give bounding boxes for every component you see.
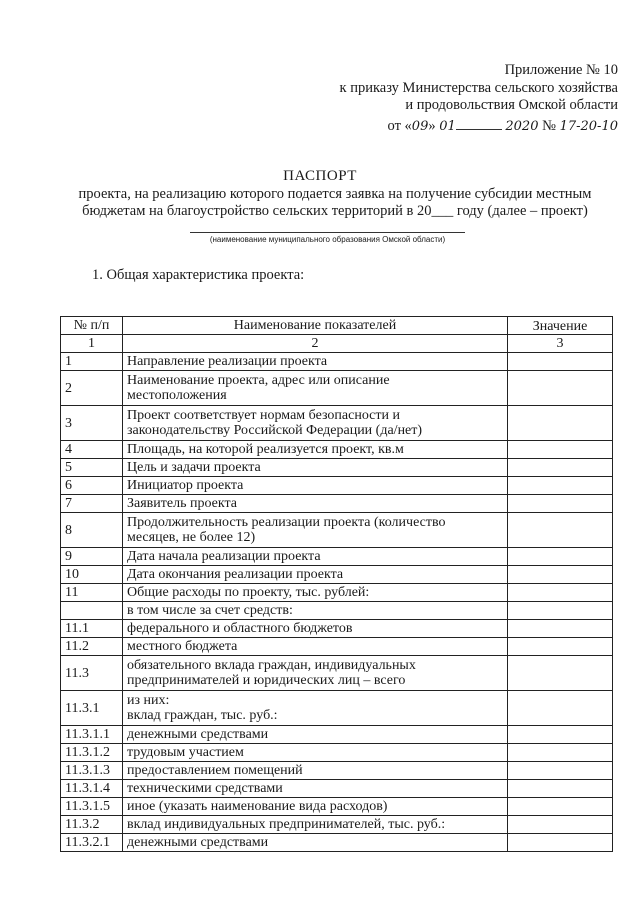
section-title: 1. Общая характеристика проекта: <box>92 267 305 283</box>
table-index-row <box>61 335 613 353</box>
indicator-name-line: Дата начала реализации проекта <box>127 549 321 564</box>
indicator-name-line: обязательного вклада граждан, индивидуальных <box>127 658 416 673</box>
table-row <box>61 816 613 834</box>
row-value-cell[interactable] <box>508 353 613 371</box>
indicator-name-line: предпринимателей и юридических лиц – всего <box>127 673 406 688</box>
row-indicator-name <box>123 762 508 780</box>
indicator-name-line: Площадь, на которой реализуется проект, кв.м <box>127 442 404 457</box>
indicator-name-line: местоположения <box>127 388 227 403</box>
row-number: 11.3.1.4 <box>61 780 123 798</box>
row-number: 7 <box>61 495 123 513</box>
subtitle-line-1: проекта, на реализацию которого подается заявка на получение субсидии местным <box>78 186 592 202</box>
indicator-name-line: Наименование проекта, адрес или описание <box>127 373 390 388</box>
row-number: 6 <box>61 477 123 495</box>
table-row <box>61 548 613 566</box>
ministry-line: и продовольствия Омской области <box>405 97 618 113</box>
date-year: 2020 <box>505 118 539 134</box>
row-indicator-name <box>123 744 508 762</box>
row-value-cell[interactable] <box>508 726 613 744</box>
row-number: 11.1 <box>61 620 123 638</box>
indicator-name-line: Продолжительность реализации проекта (количество <box>127 515 446 530</box>
row-number: 8 <box>61 513 123 548</box>
row-value-cell[interactable] <box>508 371 613 406</box>
row-value-cell[interactable] <box>508 513 613 548</box>
row-number: 11.3.1.3 <box>61 762 123 780</box>
appendix-number: Приложение № 10 <box>504 62 618 78</box>
row-value-cell[interactable] <box>508 441 613 459</box>
index-1: 1 <box>61 335 123 353</box>
row-value-cell[interactable] <box>508 620 613 638</box>
row-value-cell[interactable] <box>508 548 613 566</box>
table-row <box>61 459 613 477</box>
header-name: Наименование показателей <box>123 317 508 335</box>
row-number: 11.3.1.5 <box>61 798 123 816</box>
table-row <box>61 726 613 744</box>
header-num: № п/п <box>61 317 123 335</box>
indicator-name-line: трудовым участием <box>127 745 244 760</box>
table-row <box>61 762 613 780</box>
row-indicator-name <box>123 780 508 798</box>
row-number <box>61 602 123 620</box>
date-blank <box>456 115 502 130</box>
table-row <box>61 495 613 513</box>
row-indicator-name <box>123 656 508 691</box>
row-number: 11.3.1 <box>61 691 123 726</box>
order-ref-line: к приказу Министерства сельского хозяйства <box>339 79 618 96</box>
table-row <box>61 602 613 620</box>
order-number: 17-20-10 <box>559 118 618 134</box>
table-row <box>61 691 613 726</box>
indicator-name-line: законодательству Российской Федерации (да/нет) <box>127 423 423 438</box>
indicator-name-line: Дата окончания реализации проекта <box>127 567 344 582</box>
date-day: 09 <box>411 118 429 134</box>
table-row <box>61 477 613 495</box>
header-block <box>340 62 618 135</box>
table-row <box>61 744 613 762</box>
row-indicator-name <box>123 602 508 620</box>
document-title: ПАСПОРТ <box>283 168 357 184</box>
table-row <box>61 656 613 691</box>
row-number: 11.3.1.1 <box>61 726 123 744</box>
row-number: 11.3.2 <box>61 816 123 834</box>
subtitle-line-2: бюджетам на благоустройство сельских территорий в 20___ году (далее – проект) <box>82 203 588 219</box>
table-row <box>61 780 613 798</box>
table-row <box>61 620 613 638</box>
row-number: 5 <box>61 459 123 477</box>
row-number: 4 <box>61 441 123 459</box>
row-value-cell[interactable] <box>508 584 613 602</box>
row-indicator-name <box>123 371 508 406</box>
indicator-name-line: денежными средствами <box>127 727 269 742</box>
indicator-name-line: Цель и задачи проекта <box>127 460 261 475</box>
row-number: 9 <box>61 548 123 566</box>
indicator-name-line: Инициатор проекта <box>127 478 244 493</box>
indicator-name-line: в том числе за счет средств: <box>127 603 293 618</box>
header-value: Значение <box>508 317 613 335</box>
row-value-cell[interactable] <box>508 762 613 780</box>
row-number: 2 <box>61 371 123 406</box>
row-indicator-name <box>123 584 508 602</box>
row-number: 3 <box>61 406 123 441</box>
row-indicator-name <box>123 638 508 656</box>
row-indicator-name <box>123 441 508 459</box>
indicator-name-line: вклад индивидуальных предпринимателей, тыс. руб.: <box>127 817 446 832</box>
indicator-name-line: Общие расходы по проекту, тыс. рублей: <box>127 585 370 600</box>
row-value-cell[interactable] <box>508 691 613 726</box>
row-indicator-name <box>123 406 508 441</box>
row-indicator-name <box>123 798 508 816</box>
row-value-cell[interactable] <box>508 744 613 762</box>
indicator-name-line: иное (указать наименование вида расходов) <box>127 799 388 814</box>
table-row <box>61 406 613 441</box>
table-row <box>61 638 613 656</box>
row-indicator-name <box>123 353 508 371</box>
row-indicator-name <box>123 691 508 726</box>
table-row <box>61 353 613 371</box>
passport-table <box>60 316 613 852</box>
row-value-cell[interactable] <box>508 477 613 495</box>
row-indicator-name <box>123 620 508 638</box>
row-value-cell[interactable] <box>508 816 613 834</box>
row-value-cell[interactable] <box>508 780 613 798</box>
indicator-name-line: месяцев, не более 12) <box>127 530 256 545</box>
row-value-cell[interactable] <box>508 798 613 816</box>
indicator-name-line: Проект соответствует нормам безопасности и <box>127 408 400 423</box>
table-row <box>61 798 613 816</box>
indicator-name-line: Направление реализации проекта <box>127 354 328 369</box>
row-number: 1 <box>61 353 123 371</box>
row-indicator-name <box>123 816 508 834</box>
number-label: № <box>542 117 556 134</box>
row-indicator-name <box>123 548 508 566</box>
row-value-cell[interactable] <box>508 638 613 656</box>
table-row <box>61 441 613 459</box>
indicator-name-line: местного бюджета <box>127 639 238 654</box>
indicator-name-line: федерального и областного бюджетов <box>127 621 353 636</box>
table-header-row <box>61 317 613 335</box>
date-month: 01 <box>439 118 456 134</box>
row-value-cell[interactable] <box>508 406 613 441</box>
row-value-cell[interactable] <box>508 495 613 513</box>
order-date-line <box>340 115 618 136</box>
date-prefix: от « <box>387 117 412 134</box>
document-subtitle <box>60 186 610 220</box>
row-indicator-name <box>123 834 508 852</box>
table-row <box>61 834 613 852</box>
row-value-cell[interactable] <box>508 834 613 852</box>
row-number: 11.2 <box>61 638 123 656</box>
indicator-name-line: вклад граждан, тыс. руб.: <box>127 708 278 723</box>
row-indicator-name <box>123 513 508 548</box>
index-3: 3 <box>508 335 613 353</box>
row-number: 11.3.2.1 <box>61 834 123 852</box>
row-value-cell[interactable] <box>508 602 613 620</box>
indicator-name-line: из них: <box>127 693 170 708</box>
indicator-name-line: денежными средствами <box>127 835 269 850</box>
table-row <box>61 513 613 548</box>
index-2: 2 <box>123 335 508 353</box>
row-value-cell[interactable] <box>508 566 613 584</box>
indicator-name-line: техническими средствами <box>127 781 283 796</box>
table-row <box>61 566 613 584</box>
table-row <box>61 371 613 406</box>
row-number: 11.3.1.2 <box>61 744 123 762</box>
row-value-cell[interactable] <box>508 656 613 691</box>
row-number: 10 <box>61 566 123 584</box>
row-indicator-name <box>123 477 508 495</box>
row-number: 11.3 <box>61 656 123 691</box>
row-indicator-name <box>123 726 508 744</box>
row-number: 11 <box>61 584 123 602</box>
row-indicator-name <box>123 495 508 513</box>
row-value-cell[interactable] <box>508 459 613 477</box>
date-sep: » <box>428 117 436 134</box>
indicator-name-line: предоставлением помещений <box>127 763 303 778</box>
table-row <box>61 584 613 602</box>
municipality-line <box>190 232 465 233</box>
indicator-name-line: Заявитель проекта <box>127 496 237 511</box>
row-indicator-name <box>123 566 508 584</box>
municipality-caption: (наименование муниципального образования Омской области) <box>209 235 446 244</box>
row-indicator-name <box>123 459 508 477</box>
